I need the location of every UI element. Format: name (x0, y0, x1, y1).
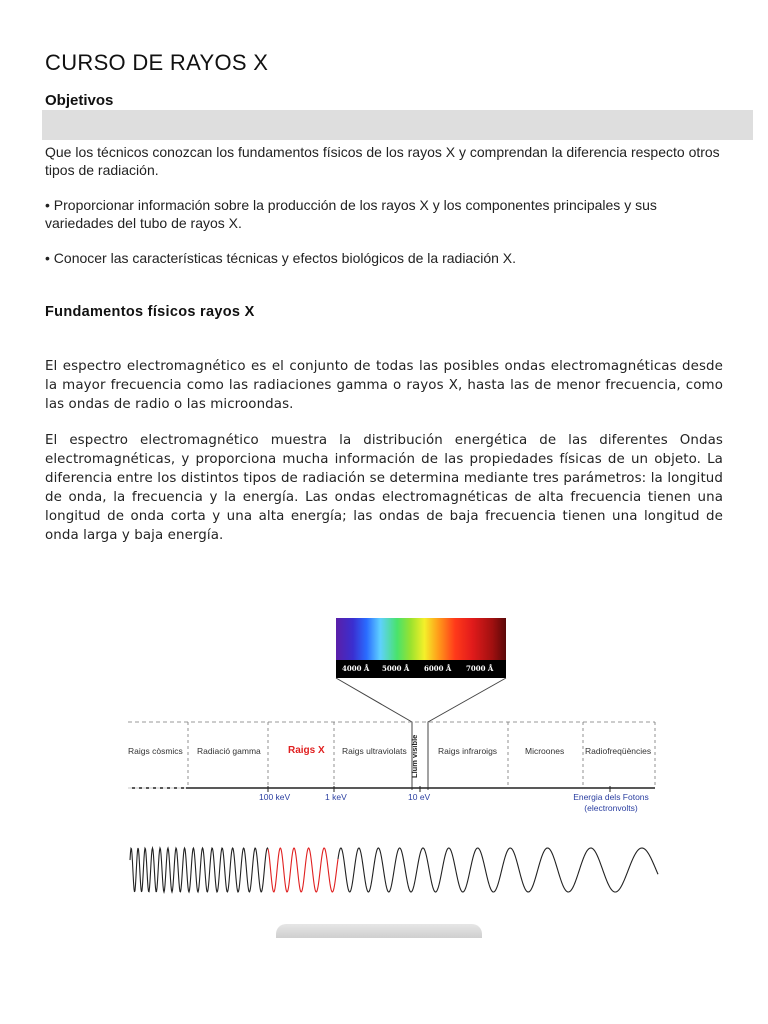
objective-paragraph: Que los técnicos conozcan los fundamentos físicos de los rayos X y comprendan la diferencia respecto otros tipos de radiación. (45, 144, 720, 178)
wave-segment (338, 848, 658, 892)
wavelength-label: 4000 Å (342, 664, 370, 673)
energy-tick-label: 10 eV (408, 792, 431, 802)
section-heading: Fundamentos físicos rayos X (45, 304, 255, 320)
band-label-cosmic: Raigs còsmics (128, 746, 183, 756)
energy-axis-label (566, 792, 656, 814)
page-title: CURSO DE RAYOS X (45, 50, 269, 75)
objectives-heading: Objetivos (45, 92, 114, 109)
section-paragraph: El espectro electromagnético muestra la distribución energética de las diferentes Ondas electromagnéticas, y proporciona mucha información de las propiedades físicas de un objeto. La diferencia entre los distintos tipos de radiación se determina mediante tres parámetros: la longitud de onda, la frecuencia y la energía. Las ondas electromagnéticas de alta frecuencia tienen una longitud de onda corta y una alta energía; las ondas de baja frecuencia tienen una longitud de onda larga y baja energía. (45, 433, 723, 543)
spectrum-diagram (0, 600, 768, 940)
energy-tick-label: 100 keV (259, 792, 291, 802)
band-label-gamma: Radiació gamma (197, 746, 261, 756)
section-paragraph: El espectro electromagnético es el conjunto de todas las posibles ondas electromagnéticas desde la mayor frecuencia como las radiaciones gamma o rayos X, hasta las de menor frecuencia, como las ondas de radio o las microondas. (45, 359, 723, 412)
energy-axis-title: Energia dels Fotons (573, 792, 649, 802)
band-label-xray: Raigs X (288, 745, 325, 756)
em-spectrum-figure (0, 600, 768, 940)
energy-tick-label: 1 keV (325, 792, 347, 802)
wave-illustration (130, 848, 658, 892)
energy-axis-unit: (electronvolts) (584, 803, 638, 813)
wave-segment (268, 848, 338, 892)
wavelength-label: 5000 Å (382, 664, 410, 673)
wavelength-label: 7000 Å (466, 664, 494, 673)
funnel-line (428, 678, 506, 790)
highlight-band (42, 110, 753, 140)
band-label-radio: Radiofreqüències (585, 746, 652, 756)
objective-bullet: • Conocer las características técnicas y efectos biológicos de la radiación X. (45, 250, 517, 266)
band-label-microwave: Microones (525, 746, 565, 756)
band-label-ultraviolet: Raigs ultraviolats (342, 746, 407, 756)
objective-bullet: • Proporcionar información sobre la producción de los rayos X y los componentes principales y sus variedades del tubo de rayos X. (45, 197, 657, 231)
band-label-visible: Llum visible (410, 734, 419, 778)
page-footer-tab (276, 924, 482, 938)
funnel-line (336, 678, 412, 790)
wavelength-label: 6000 Å (424, 664, 452, 673)
band-label-infrared: Raigs infraroigs (438, 746, 498, 756)
wave-segment (130, 848, 268, 892)
